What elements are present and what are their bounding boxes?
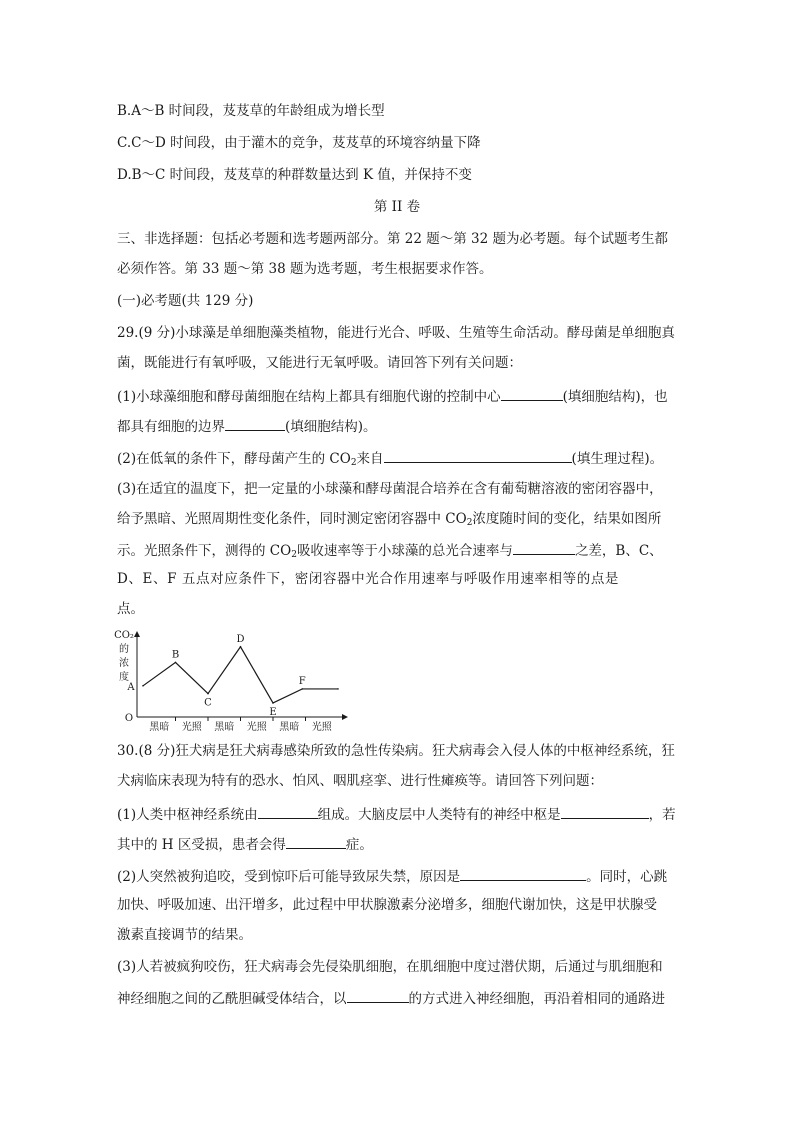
answer-blank[interactable] <box>501 385 563 401</box>
data-point <box>207 693 209 695</box>
q29-part3-line3 <box>117 539 663 561</box>
q29-part2 <box>117 447 663 469</box>
subscript: 2 <box>466 518 473 528</box>
q30-p1-text-d: 其中的 H 区受损，患者会得 <box>117 837 286 853</box>
q29-p3-text-a: 给予黑暗、光照周期性变化条件，同时测定密闭容器中 CO <box>117 511 467 527</box>
x-tick-label: 光照 <box>181 722 202 733</box>
q30-p1-text-b: 组成。大脑皮层中人类特有的神经中枢是 <box>317 807 561 823</box>
x-tick-label: 黑暗 <box>279 722 300 733</box>
q30-part1-line2 <box>117 833 373 855</box>
x-tick-label: 黑暗 <box>149 722 170 733</box>
answer-blank[interactable] <box>561 803 649 819</box>
option-c: C.C～D 时间段，由于灌木的竞争，芨芨草的环境容纳量下降 <box>117 135 481 151</box>
q30-p1-text-a: (1)人类中枢神经系统由 <box>117 807 258 823</box>
x-tick-label: 黑暗 <box>214 722 235 733</box>
data-point <box>175 662 177 664</box>
subscript: 2 <box>291 550 297 560</box>
data-point <box>301 688 303 690</box>
origin-label: O <box>124 713 134 724</box>
option-d: D.B～C 时间段，芨芨草的种群数量达到 K 值，并保持不变 <box>117 167 472 183</box>
q30-part2-line1 <box>117 865 667 887</box>
y-axis-label: 浓 <box>119 658 129 669</box>
x-axis-arrow <box>342 714 348 720</box>
x-tick-label: 光照 <box>311 722 332 733</box>
q29-part3-line2 <box>117 509 661 529</box>
q29-part3-line5: 点。 <box>117 601 144 617</box>
instructions-line-2: 必须作答。第 33 题～第 38 题为选考题，考生根据要求作答。 <box>117 261 493 277</box>
point-label: E <box>269 706 277 718</box>
answer-blank[interactable] <box>225 415 285 431</box>
point-label: C <box>204 697 212 709</box>
point-label: B <box>171 649 180 661</box>
data-point <box>240 646 242 648</box>
co2-concentration-chart <box>112 625 352 735</box>
data-point <box>337 688 339 690</box>
q29-part1-line2 <box>117 415 377 437</box>
answer-blank[interactable] <box>347 987 409 1003</box>
q30-intro-1: 30.(8 分)狂犬病是狂犬病毒感染所致的急性传染病。狂犬病毒会入侵人体的中枢神经系统，狂 <box>117 743 675 759</box>
point-label: D <box>236 633 245 645</box>
q29-p3-text-b: 浓度随时间的变化，结果如图所 <box>472 511 662 527</box>
q29-p1-text-d: (填细胞结构)。 <box>285 419 377 435</box>
q30-p2-text-a: (2)人突然被狗追咬，受到惊吓后可能导致尿失禁，原因是 <box>117 869 461 885</box>
q29-part3-line4: D、E、F 五点对应条件下，密闭容器中光合作用速率与呼吸作用速率相等的点是 <box>117 571 620 587</box>
q30-part1-line1 <box>117 803 676 825</box>
y-axis-label: 的 <box>119 644 129 655</box>
x-tick-label: 光照 <box>246 722 267 733</box>
answer-blank[interactable] <box>258 803 318 819</box>
q29-p2-text-a: (2)在低氧的条件下，酵母菌产生的 CO <box>117 451 351 467</box>
y-axis-label: CO₂ <box>114 630 134 641</box>
q30-p3-text-b: 神经细胞之间的乙酰胆碱受体结合，以 <box>117 991 347 1007</box>
q29-p1-text-b: (填细胞结构)，也 <box>562 389 668 405</box>
q30-part2-line2: 加快、呼吸加速、出汗增多，此过程中甲状腺激素分泌增多，细胞代谢加快，这是甲状腺受 <box>117 897 657 913</box>
y-axis-arrow <box>134 631 140 637</box>
q29-part1-line1 <box>117 385 668 407</box>
q29-part3-line1: (3)在适宜的温度下，把一定量的小球藻和酵母菌混合培养在含有葡萄糖溶液的密闭容器中， <box>117 481 663 497</box>
q29-p2-text-b: 来自 <box>356 451 384 467</box>
data-point <box>142 685 144 687</box>
q30-part3-line1: (3)人若被疯狗咬伤，狂犬病毒会先侵染肌细胞，在肌细胞中度过潜伏期，后通过与肌细胞和 <box>117 959 663 975</box>
answer-blank[interactable] <box>286 833 346 849</box>
option-b: B.A～B 时间段，芨芨草的年龄组成为增长型 <box>117 103 385 119</box>
q29-p1-text-c: 都具有细胞的边界 <box>117 419 225 435</box>
q30-p1-text-c: ，若 <box>648 807 676 823</box>
subscript: 2 <box>350 458 357 468</box>
q30-p2-text-b: 。同时，心跳 <box>586 869 668 885</box>
q30-p3-text-c: 的方式进入神经细胞，再沿着相同的通路进 <box>408 991 665 1007</box>
q30-intro-2: 犬病临床表现为特有的恐水、怕风、咽肌痉挛、进行性瘫痪等。请回答下列问题： <box>117 773 603 789</box>
point-label: F <box>298 675 306 687</box>
data-point <box>272 702 274 704</box>
q30-part3-line2 <box>117 987 665 1009</box>
answer-blank[interactable] <box>513 539 575 555</box>
y-axis-label: 度 <box>119 672 129 683</box>
q29-p1-text-a: (1)小球藻细胞和酵母菌细胞在结构上都具有细胞代谢的控制中心 <box>117 389 501 405</box>
q29-p3-text-d: 吸收速率等于小球藻的总光合速率与 <box>296 543 513 559</box>
q29-p3-text-c: 示。光照条件下，测得的 CO <box>117 543 292 559</box>
instructions-line-1: 三、非选择题：包括必考题和选考题两部分。第 22 题～第 32 题为必考题。每个试题考生都 <box>117 231 669 247</box>
q30-p1-text-e: 症。 <box>345 837 373 853</box>
section-title: 第 II 卷 <box>373 199 421 215</box>
required-header: (一)必考题(共 129 分) <box>117 293 254 309</box>
q29-intro-2: 菌，既能进行有氧呼吸，又能进行无氧呼吸。请回答下列有关问题： <box>117 355 522 371</box>
point-label-a: A <box>127 681 135 693</box>
q29-p3-text-e: 之差，B、C、 <box>574 543 663 559</box>
q29-p2-text-c: (填生理过程)。 <box>571 451 664 467</box>
answer-blank[interactable] <box>384 447 572 463</box>
q30-part2-line3: 激素直接调节的结果。 <box>117 927 252 943</box>
q29-intro-1: 29.(9 分)小球藻是单细胞藻类植物，能进行光合、呼吸、生殖等生命活动。酵母菌是单细胞真 <box>117 325 675 341</box>
answer-blank[interactable] <box>460 865 586 881</box>
